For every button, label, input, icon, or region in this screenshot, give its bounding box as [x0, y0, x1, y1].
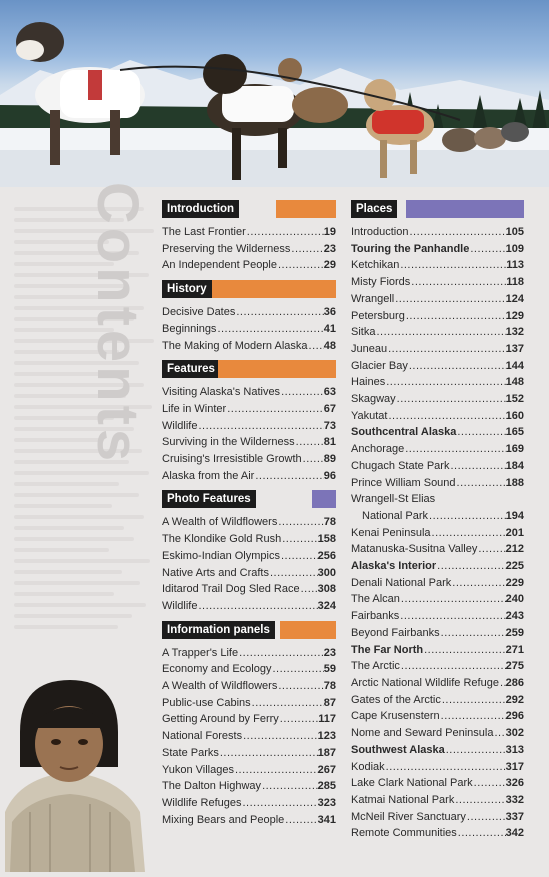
toc-entry[interactable] — [162, 451, 336, 468]
entry-title: Iditarod Trail Dog Sled Race — [162, 583, 300, 596]
entry-title: Southcentral Alaska — [351, 426, 457, 439]
entry-title: Kodiak — [351, 760, 385, 773]
dot-leader — [216, 321, 323, 338]
page-number: 296 — [505, 710, 524, 723]
dot-leader — [251, 695, 324, 712]
entry-title: Surviving in the Wilderness — [162, 436, 295, 449]
dot-leader — [404, 441, 505, 458]
dot-leader — [269, 565, 318, 582]
page-number: 285 — [317, 780, 336, 793]
toc-entry[interactable] — [162, 304, 336, 321]
dot-leader — [197, 598, 317, 615]
toc-entry[interactable] — [351, 475, 524, 492]
page-number: 286 — [505, 676, 524, 689]
dot-leader — [234, 762, 318, 779]
toc-entry[interactable] — [351, 608, 524, 625]
page-number: 275 — [505, 660, 524, 673]
page-number: 169 — [505, 443, 524, 456]
page-number: 41 — [323, 322, 336, 335]
page-number: 148 — [505, 376, 524, 389]
toc-entry[interactable] — [162, 257, 336, 274]
entry-title: Anchorage — [351, 443, 405, 456]
page-number: 256 — [317, 549, 336, 562]
entry-title: Eskimo-Indian Olympics — [162, 549, 280, 562]
entry-title: A Trapper's Life — [162, 646, 239, 659]
dot-leader — [277, 257, 324, 274]
dot-leader — [466, 809, 506, 826]
section-header-features — [162, 360, 336, 378]
page-number: 87 — [323, 696, 336, 709]
dot-leader — [405, 308, 506, 325]
toc-entry[interactable] — [351, 441, 524, 458]
toc-entry[interactable] — [351, 525, 524, 542]
dot-leader — [277, 678, 323, 695]
page-number: 271 — [505, 643, 524, 656]
entry-title: Yakutat — [351, 409, 388, 422]
page-number: 123 — [317, 730, 336, 743]
entry-title: Getting Around by Ferry — [162, 713, 279, 726]
toc-entry[interactable] — [351, 374, 524, 391]
section-color-bar — [406, 200, 524, 218]
page-number: 67 — [323, 402, 336, 415]
toc-entry[interactable] — [351, 708, 524, 725]
toc-entry[interactable] — [351, 575, 524, 592]
toc-entry[interactable] — [162, 661, 336, 678]
dot-leader — [399, 257, 506, 274]
toc-entry[interactable] — [162, 514, 336, 531]
entry-title: State Parks — [162, 746, 219, 759]
toc-entry[interactable] — [162, 321, 336, 338]
toc-entry[interactable] — [162, 468, 336, 485]
toc-entry[interactable] — [351, 591, 524, 608]
toc-entry[interactable] — [351, 291, 524, 308]
entry-title: The Dalton Highway — [162, 780, 262, 793]
page-number: 124 — [505, 292, 524, 305]
section-title: Places — [351, 200, 397, 218]
toc-entry[interactable] — [162, 241, 336, 258]
entry-title: Denali National Park — [351, 576, 452, 589]
dot-leader — [261, 778, 318, 795]
page-number: 23 — [323, 646, 336, 659]
entry-title: The Last Frontier — [162, 226, 246, 238]
section-header-photo-features — [162, 490, 336, 508]
entry-title: Lake Clark National Park — [351, 777, 473, 790]
page-number: 323 — [317, 796, 336, 809]
dot-leader — [477, 541, 505, 558]
entry-title: The Making of Modern Alaska — [162, 339, 308, 352]
page-number: 63 — [323, 386, 336, 399]
page-number: 302 — [505, 727, 524, 740]
page-number: 29 — [323, 259, 336, 272]
entry-title: Public-use Cabins — [162, 696, 251, 709]
entry-title: The Alcan — [351, 593, 400, 606]
entry-title: Juneau — [351, 342, 388, 355]
entry-title: Yukon Villages — [162, 763, 234, 776]
toc-entry[interactable] — [162, 598, 336, 615]
dot-leader — [440, 708, 506, 725]
toc-entry[interactable] — [351, 809, 524, 826]
entry-title: Kenai Peninsula — [351, 526, 431, 539]
toc-entry[interactable] — [162, 645, 336, 662]
page-number: 292 — [505, 693, 524, 706]
page-number: 337 — [505, 810, 524, 823]
page-number: 201 — [505, 526, 524, 539]
entry-title: Katmai National Park — [351, 793, 455, 806]
toc-entry[interactable] — [162, 565, 336, 582]
dot-leader — [469, 241, 505, 258]
entry-title: Wrangell-St Elias — [351, 493, 436, 506]
page-number: 78 — [323, 516, 336, 529]
toc-entry[interactable] — [162, 728, 336, 745]
toc-entry[interactable] — [351, 358, 524, 375]
dot-leader — [445, 742, 506, 759]
dot-leader — [456, 475, 506, 492]
dot-leader — [246, 224, 324, 241]
toc-entry[interactable] — [351, 508, 524, 525]
toc-entry[interactable] — [351, 458, 524, 475]
entry-title: Life in Winter — [162, 402, 227, 415]
entry-title: The Far North — [351, 643, 424, 656]
page-number: 78 — [323, 680, 336, 693]
entry-title: Prince William Sound — [351, 476, 456, 489]
dot-leader — [408, 358, 506, 375]
page-number: 137 — [505, 342, 524, 355]
dot-leader — [385, 374, 505, 391]
entry-title: The Klondike Gold Rush — [162, 533, 282, 546]
toc-entry[interactable] — [351, 825, 524, 842]
dot-leader — [473, 775, 506, 792]
dot-leader — [197, 418, 323, 435]
page-number: 188 — [505, 476, 524, 489]
dot-leader — [431, 525, 506, 542]
entry-title: Beginnings — [162, 322, 217, 335]
entry-title: Arctic National Wildlife Refuge — [351, 676, 499, 689]
section-header-information-panels — [162, 621, 336, 639]
dot-leader — [290, 241, 323, 258]
section-header-introduction — [162, 200, 336, 218]
dot-leader — [408, 224, 505, 241]
dot-leader — [394, 291, 505, 308]
dot-leader — [388, 408, 506, 425]
toc-entry[interactable] — [162, 762, 336, 779]
page-number: 341 — [317, 813, 336, 826]
dot-leader — [375, 324, 505, 341]
entry-title: Misty Fiords — [351, 276, 411, 289]
entry-title: An Independent People — [162, 259, 277, 272]
dot-leader — [242, 728, 318, 745]
page-number: 89 — [323, 453, 336, 466]
toc-entry[interactable] — [351, 257, 524, 274]
page-number: 109 — [505, 242, 524, 255]
entry-title: A Wealth of Wildflowers — [162, 680, 278, 693]
dot-leader — [254, 468, 323, 485]
page-number: 113 — [506, 259, 524, 272]
entry-title: Cape Krusenstern — [351, 710, 440, 723]
page-number: 313 — [505, 743, 524, 756]
dot-leader — [385, 759, 506, 776]
dot-leader — [241, 795, 317, 812]
toc-entry[interactable] — [162, 778, 336, 795]
dot-leader — [300, 581, 318, 598]
toc-entry[interactable] — [162, 711, 336, 728]
entry-title: Beyond Fairbanks — [351, 626, 440, 639]
dot-leader — [428, 508, 506, 525]
entry-title: Petersburg — [351, 309, 405, 322]
toc-entry[interactable] — [351, 308, 524, 325]
entry-title: Glacier Bay — [351, 359, 408, 372]
entry-title: McNeil River Sanctuary — [351, 810, 466, 823]
page-number: 129 — [505, 309, 524, 322]
dot-leader — [400, 658, 506, 675]
entry-title: Gates of the Arctic — [351, 693, 441, 706]
entry-title: Introduction — [351, 226, 409, 238]
dot-leader — [499, 675, 506, 692]
dot-leader — [449, 458, 505, 475]
entry-title: Nome and Seward Peninsula — [351, 727, 494, 740]
page-number: 324 — [317, 599, 336, 612]
page-number: 23 — [323, 242, 336, 255]
dot-leader — [302, 451, 324, 468]
dot-leader — [441, 692, 506, 709]
section-title: Introduction — [162, 200, 239, 218]
toc-entry[interactable] — [162, 581, 336, 598]
entry-title: Alaska's Interior — [351, 560, 437, 573]
toc-entry[interactable] — [162, 224, 336, 241]
toc-entry[interactable] — [351, 658, 524, 675]
entry-title: Southwest Alaska — [351, 743, 445, 756]
toc-entry[interactable] — [162, 812, 336, 829]
entry-title: Wildlife — [162, 419, 198, 432]
toc-entry[interactable] — [351, 424, 524, 441]
toc-entry[interactable] — [162, 338, 336, 355]
toc-entry[interactable] — [162, 384, 336, 401]
entry-title: Ketchikan — [351, 259, 400, 272]
page-number: 184 — [505, 459, 524, 472]
entry-title: Economy and Ecology — [162, 663, 272, 676]
entry-title: Skagway — [351, 393, 396, 406]
dot-leader — [454, 792, 505, 809]
page-number: 105 — [505, 226, 524, 238]
toc-entry[interactable] — [351, 241, 524, 258]
section-color-bar — [280, 621, 336, 639]
toc-entry[interactable] — [351, 642, 524, 659]
dot-leader — [295, 434, 324, 451]
entry-title: Touring the Panhandle — [351, 242, 470, 255]
toc-entry[interactable] — [351, 224, 524, 241]
dot-leader — [493, 725, 505, 742]
dot-leader — [400, 591, 506, 608]
toc-entry[interactable] — [162, 418, 336, 435]
page-number: 144 — [505, 359, 524, 372]
toc-entry[interactable] — [162, 695, 336, 712]
toc-entry[interactable] — [351, 675, 524, 692]
entry-title: Sitka — [351, 326, 376, 339]
section-color-bar — [312, 490, 336, 508]
dot-leader — [457, 825, 506, 842]
dot-leader — [280, 548, 318, 565]
page-number: 118 — [506, 276, 524, 289]
toc-entry[interactable] — [162, 531, 336, 548]
toc-entry[interactable] — [351, 408, 524, 425]
entry-title: National Park — [362, 509, 429, 522]
dot-leader — [280, 384, 324, 401]
page-number: 117 — [318, 713, 336, 726]
page-number: 332 — [505, 793, 524, 806]
section-color-bar — [276, 200, 336, 218]
toc-entry[interactable] — [351, 541, 524, 558]
page-number: 317 — [505, 760, 524, 773]
toc-entry[interactable] — [351, 775, 524, 792]
page-number: 59 — [323, 663, 336, 676]
page-number: 259 — [505, 626, 524, 639]
entry-title: Cruising's Irresistible Growth — [162, 453, 302, 466]
entry-title: Wildlife — [162, 599, 198, 612]
dot-leader — [219, 745, 318, 762]
dot-leader — [387, 341, 506, 358]
section-title: Features — [162, 360, 220, 378]
page-number: 48 — [323, 339, 336, 352]
dot-leader — [410, 274, 506, 291]
entry-title: National Forests — [162, 730, 243, 743]
sled-dog-photo — [0, 0, 549, 187]
page-number: 152 — [505, 393, 524, 406]
dot-leader — [451, 575, 505, 592]
page-number: 160 — [505, 409, 524, 422]
page-number: 132 — [505, 326, 524, 339]
page-number: 212 — [505, 543, 524, 556]
page-number: 73 — [323, 419, 336, 432]
section-title: Photo Features — [162, 490, 256, 508]
entry-title: Haines — [351, 376, 386, 389]
toc-entry[interactable] — [351, 759, 524, 776]
entry-title: The Arctic — [351, 660, 400, 673]
section-header-places — [351, 200, 524, 218]
entry-title: Mixing Bears and People — [162, 813, 285, 826]
entry-title: Preserving the Wilderness — [162, 242, 291, 255]
section-title: Information panels — [162, 621, 275, 639]
entry-title: Remote Communities — [351, 827, 457, 840]
dot-leader — [396, 391, 506, 408]
dot-leader — [456, 424, 505, 441]
page-number: 240 — [505, 593, 524, 606]
toc-entry[interactable] — [351, 391, 524, 408]
contents-title-text: Contents — [85, 181, 151, 465]
entry-title: Chugach State Park — [351, 459, 450, 472]
page-number: 194 — [505, 509, 524, 522]
section-color-bar — [212, 280, 336, 298]
entry-title: Native Arts and Crafts — [162, 566, 269, 579]
toc-entry[interactable] — [162, 745, 336, 762]
toc-entry[interactable] — [351, 341, 524, 358]
toc-entry[interactable] — [162, 795, 336, 812]
dot-leader — [277, 514, 323, 531]
toc-entry[interactable] — [351, 625, 524, 642]
page-number: 267 — [317, 763, 336, 776]
entry-title: A Wealth of Wildflowers — [162, 516, 278, 529]
entry-title: Decisive Dates — [162, 306, 236, 319]
page-number: 300 — [317, 566, 336, 579]
toc-entry[interactable] — [351, 491, 524, 508]
toc-entry[interactable] — [162, 548, 336, 565]
toc-left-column — [162, 200, 336, 828]
dot-leader — [226, 401, 324, 418]
entry-title: Visiting Alaska's Natives — [162, 386, 281, 399]
dot-leader — [238, 645, 324, 662]
section-title: History — [162, 280, 212, 298]
toc-entry[interactable] — [351, 274, 524, 291]
page-number: 342 — [505, 827, 524, 840]
dot-leader — [271, 661, 323, 678]
section-color-bar — [218, 360, 336, 378]
dot-leader — [279, 711, 318, 728]
toc-entry[interactable] — [162, 678, 336, 695]
page-number: 225 — [505, 560, 524, 573]
dot-leader — [436, 558, 505, 575]
page-number: 81 — [323, 436, 336, 449]
toc-entry[interactable] — [351, 725, 524, 742]
dot-leader — [284, 812, 317, 829]
page-number: 96 — [323, 469, 336, 482]
toc-entry[interactable] — [351, 692, 524, 709]
page-number: 229 — [505, 576, 524, 589]
page-number: 158 — [317, 533, 336, 546]
entry-title: Wildlife Refuges — [162, 796, 242, 809]
dot-leader — [281, 531, 317, 548]
dot-leader — [440, 625, 506, 642]
contents-vertical-title — [85, 181, 151, 465]
section-header-history — [162, 280, 336, 298]
toc-entry[interactable] — [351, 742, 524, 759]
dot-leader — [399, 608, 505, 625]
toc-entry[interactable] — [351, 792, 524, 809]
entry-title: Alaska from the Air — [162, 469, 255, 482]
page-number: 326 — [505, 777, 524, 790]
toc-entry[interactable] — [162, 434, 336, 451]
entry-title: Fairbanks — [351, 610, 400, 623]
page-number: 243 — [505, 610, 524, 623]
page-number: 308 — [317, 583, 336, 596]
toc-entry[interactable] — [162, 401, 336, 418]
dot-leader — [308, 338, 324, 355]
dot-leader — [423, 642, 506, 659]
dot-leader — [235, 304, 323, 321]
toc-entry[interactable] — [351, 558, 524, 575]
page-number: 19 — [323, 226, 336, 238]
entry-title: Matanuska-Susitna Valley — [351, 543, 478, 556]
toc-right-column — [351, 200, 524, 842]
page-number: 165 — [505, 426, 524, 439]
toc-entry[interactable] — [351, 324, 524, 341]
page-number: 36 — [323, 306, 336, 319]
entry-title: Wrangell — [351, 292, 395, 305]
page-number: 187 — [317, 746, 336, 759]
native-portrait-photo — [0, 672, 160, 877]
